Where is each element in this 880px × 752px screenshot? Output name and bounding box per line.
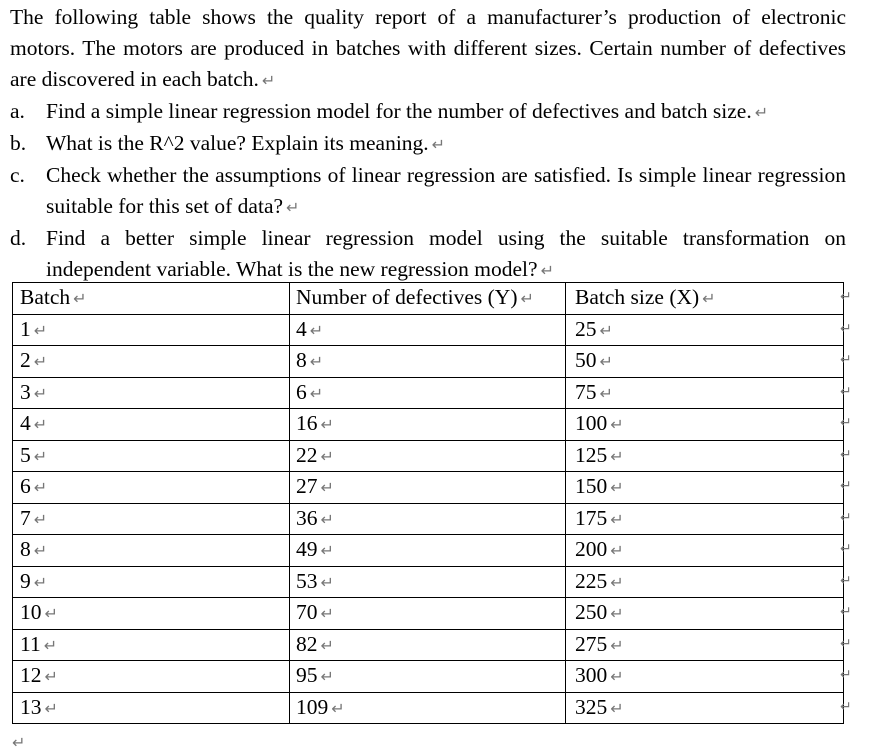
paragraph-mark-icon: ↵: [286, 198, 300, 217]
batch-cell: 5 ↵: [13, 440, 290, 472]
question-item: [10, 223, 846, 286]
question-letter: d.: [10, 226, 27, 250]
quality-report-table: [12, 282, 844, 724]
defectives-cell: 95 ↵: [290, 661, 566, 693]
batch-cell: 12 ↵: [13, 661, 290, 693]
table-row: [13, 598, 844, 630]
batch-size-cell: 75 ↵: [566, 377, 844, 409]
batch-size-cell: 275 ↵: [566, 629, 844, 661]
batch-size-cell: 200 ↵: [566, 535, 844, 567]
row-end-mark-icon: ↵: [840, 509, 852, 526]
header-cell-batch: Batch ↵: [13, 283, 290, 315]
defectives-cell: 27 ↵: [290, 472, 566, 504]
table-row: [13, 629, 844, 661]
defectives-cell: 22 ↵: [290, 440, 566, 472]
defectives-cell: 36 ↵: [290, 503, 566, 535]
batch-size-cell: 100 ↵: [566, 409, 844, 441]
row-end-mark-icon: ↵: [840, 635, 852, 652]
header-cell-defectives: Number of defectives (Y) ↵: [290, 283, 566, 315]
batch-cell: 2 ↵: [13, 346, 290, 378]
table-row: [13, 566, 844, 598]
row-end-mark-icon: ↵: [840, 478, 852, 495]
table-row: [13, 535, 844, 567]
batch-size-cell: 225 ↵: [566, 566, 844, 598]
batch-size-cell: 50 ↵: [566, 346, 844, 378]
batch-cell: 11 ↵: [13, 629, 290, 661]
question-item: [10, 96, 846, 128]
row-end-mark-icon: ↵: [840, 289, 852, 306]
batch-cell: 3 ↵: [13, 377, 290, 409]
defectives-cell: 109 ↵: [290, 692, 566, 724]
batch-cell: 7 ↵: [13, 503, 290, 535]
row-end-mark-icon: ↵: [840, 383, 852, 400]
batch-size-cell: 300 ↵: [566, 661, 844, 693]
defectives-cell: 70 ↵: [290, 598, 566, 630]
table-row: [13, 472, 844, 504]
intro-paragraph: [10, 2, 846, 96]
row-end-mark-icon: ↵: [840, 541, 852, 558]
batch-cell: 4 ↵: [13, 409, 290, 441]
header-cell-batch-size: Batch size (X) ↵: [566, 283, 844, 315]
table-row: [13, 314, 844, 346]
defectives-cell: 8 ↵: [290, 346, 566, 378]
defectives-cell: 53 ↵: [290, 566, 566, 598]
intro-text: The following table shows the quality report of a manufacturer’s production of electronic motors. The motors are produced in batches with different sizes. Certain number of defectives are discovered in each batch.: [10, 5, 846, 91]
question-text: Find a better simple linear regression model using the suitable transformation on independent variable. What is the new regression model?: [46, 226, 846, 281]
batch-cell: 8 ↵: [13, 535, 290, 567]
batch-size-cell: 25 ↵: [566, 314, 844, 346]
table-row: [13, 692, 844, 724]
question-text: Check whether the assumptions of linear regression are satisfied. Is simple linear regression suitable for this set of data?: [46, 163, 846, 218]
table-row: [13, 346, 844, 378]
paragraph-mark-icon: ↵: [12, 733, 26, 752]
question-item: [10, 128, 846, 160]
row-end-mark-icon: ↵: [840, 604, 852, 621]
table-row: [13, 377, 844, 409]
row-end-mark-icon: ↵: [840, 320, 852, 337]
table-row: [13, 503, 844, 535]
batch-size-cell: 175 ↵: [566, 503, 844, 535]
batch-size-cell: 150 ↵: [566, 472, 844, 504]
batch-size-cell: 250 ↵: [566, 598, 844, 630]
paragraph-mark-icon: ↵: [754, 103, 769, 122]
batch-cell: 9 ↵: [13, 566, 290, 598]
paragraph-mark-icon: ↵: [261, 71, 276, 90]
document-body: [10, 2, 846, 286]
row-end-mark-icon: ↵: [840, 415, 852, 432]
row-end-mark-icon: ↵: [840, 667, 852, 684]
batch-size-cell: 325 ↵: [566, 692, 844, 724]
table-row: [13, 440, 844, 472]
paragraph-mark-icon: ↵: [540, 261, 554, 280]
table-row: [13, 409, 844, 441]
defectives-cell: 49 ↵: [290, 535, 566, 567]
question-letter: c.: [10, 163, 25, 187]
question-text: What is the R^2 value? Explain its meaning.: [46, 131, 429, 155]
question-text: Find a simple linear regression model for the number of defectives and batch size.: [46, 99, 752, 123]
batch-cell: 6 ↵: [13, 472, 290, 504]
batch-cell: 13 ↵: [13, 692, 290, 724]
question-list: [10, 96, 846, 286]
question-item: [10, 160, 846, 223]
row-end-mark-icon: ↵: [840, 446, 852, 463]
table-header-row: [13, 283, 844, 315]
row-end-mark-icon: ↵: [840, 698, 852, 715]
row-end-mark-icon: ↵: [840, 352, 852, 369]
defectives-cell: 4 ↵: [290, 314, 566, 346]
batch-cell: 1 ↵: [13, 314, 290, 346]
row-end-mark-icon: ↵: [840, 572, 852, 589]
batch-size-cell: 125 ↵: [566, 440, 844, 472]
question-letter: a.: [10, 99, 25, 123]
defectives-cell: 6 ↵: [290, 377, 566, 409]
defectives-cell: 82 ↵: [290, 629, 566, 661]
batch-cell: 10 ↵: [13, 598, 290, 630]
defectives-cell: 16 ↵: [290, 409, 566, 441]
paragraph-mark-icon: ↵: [431, 135, 446, 154]
question-letter: b.: [10, 131, 27, 155]
table-row: [13, 661, 844, 693]
